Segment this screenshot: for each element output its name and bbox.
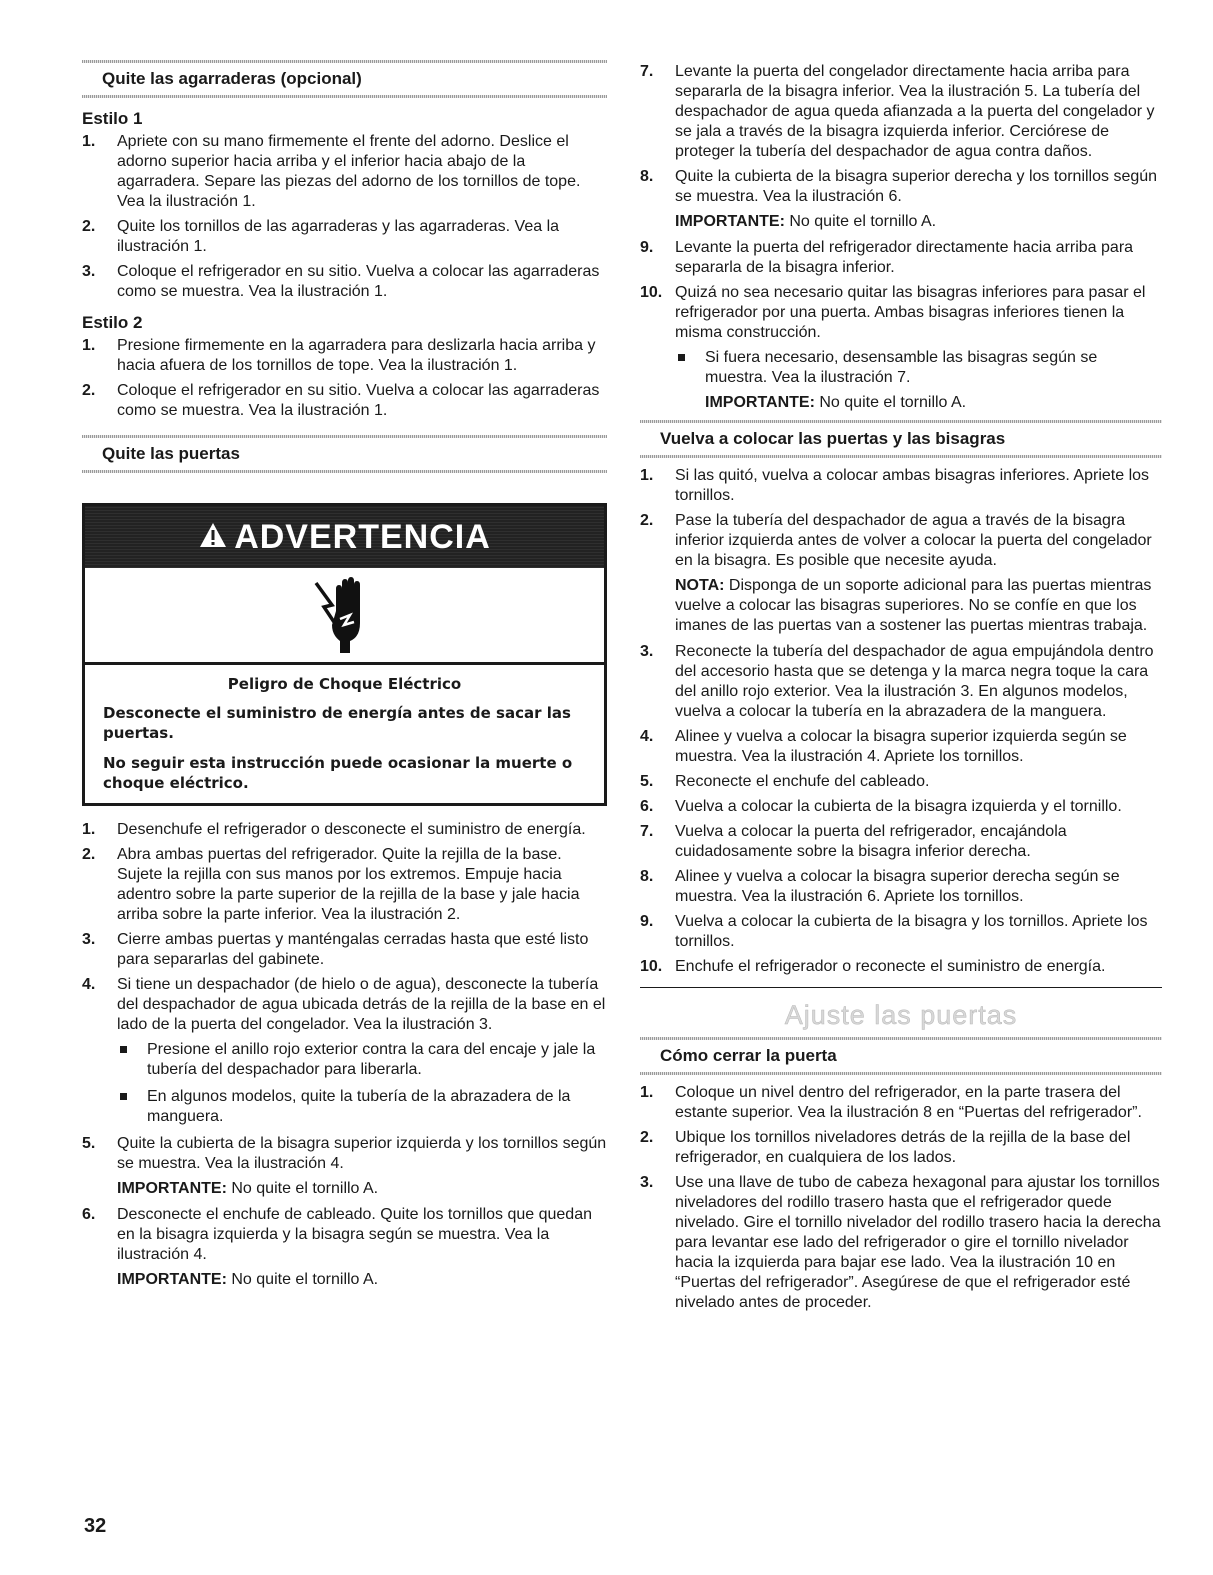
warning-header <box>85 506 604 568</box>
list-item: 9. Levante la puerta del refrigerador directamente hacia arriba para separarla de la bisagra inferior. <box>640 239 1134 276</box>
list-item: 8. Quite la cubierta de la bisagra superior derecha y los tornillos según se muestra. Vea la ilustración 6. IMPORTANTE: No quite el tornillo A. <box>640 167 1162 232</box>
replace-steps <box>640 466 1162 977</box>
warning-line-1: Desconecte el suministro de energía antes de sacar las puertas. <box>103 704 571 742</box>
warning-box <box>82 503 607 806</box>
chapter-title: Ajuste las puertas <box>784 1000 1018 1030</box>
list-item: 6. Desconecte el enchufe de cableado. Quite los tornillos que quedan en la bisagra izquierda y la bisagra según se muestra. Vea la ilustración 4. IMPORTANTE: No quite el tornillo A. <box>82 1205 607 1290</box>
style-2-heading: Estilo 2 <box>82 313 143 332</box>
list-item: 3. Coloque el refrigerador en su sitio. Vuelva a colocar las agarraderas como se muestra. Vea la ilustración 1. <box>82 263 600 300</box>
nota-note: NOTA: Disponga de un soporte adicional para las puertas mientras vuelve a colocar las bisagras superiores. No se confíe en que los imanes de las puertas van a sostener las puertas mientras trabaja. <box>675 577 1152 634</box>
section-header-handles <box>82 60 607 98</box>
divider <box>640 987 1162 988</box>
list-item: 5. Reconecte el enchufe del cableado. <box>640 773 930 790</box>
style-2-steps <box>82 336 607 421</box>
section-header-close-door <box>640 1037 1162 1075</box>
list-item: 8. Alinee y vuelva a colocar la bisagra superior derecha según se muestra. Vea la ilustración 6. Apriete los tornillos. <box>640 868 1120 905</box>
right-column <box>640 62 1162 1318</box>
list-item: 2. Pase la tubería del despachador de agua a través de la bisagra inferior izquierda antes de volver a colocar la puerta del congelador en la bisagra. Es posible que necesite ayuda. NOTA: Disponga de un soporte adicional para las puertas mientras vuelve a colocar las bisagras superiores. No se confíe en que los imanes de las puertas van a sostener las puertas mientras trabaja. <box>640 511 1162 636</box>
style-1-steps <box>82 132 607 302</box>
remove-door-steps-cont <box>640 62 1162 413</box>
section-header-doors <box>82 435 607 473</box>
important-note: IMPORTANTE: No quite el tornillo A. <box>117 1271 379 1288</box>
warning-hazard: Peligro de Choque Eléctrico <box>227 675 462 693</box>
list-item: 4. Si tiene un despachador (de hielo o de agua), desconecte la tubería del despachador de agua ubicada detrás de la rejilla de la base en el lado de la puerta del congelador. Vea la ilustración 3. Presione el anillo rojo exterior contra la cara del encaje y jale la tubería del despachador para liberarla. En algunos modelos, quite la tubería de la abrazadera de la manguera. <box>82 976 606 1125</box>
list-item: 4. Alinee y vuelva a colocar la bisagra superior izquierda según se muestra. Vea la ilustración 4. Apriete los tornillos. <box>640 728 1127 765</box>
section-title: Quite las puertas <box>102 444 240 463</box>
close-door-steps <box>640 1083 1162 1313</box>
bullet-item: Si fuera necesario, desensamble las bisagras según se muestra. Vea la ilustración 7. IMPORTANTE: No quite el tornillo A. <box>675 348 1162 413</box>
warning-line-2: No seguir esta instrucción puede ocasionar la muerte o choque eléctrico. <box>103 754 573 792</box>
list-item: 3. Cierre ambas puertas y manténgalas cerradas hasta que esté listo para separarlas del gabinete. <box>82 931 589 968</box>
bullet-item: En algunos modelos, quite la tubería de la abrazadera de la manguera. <box>117 1087 607 1127</box>
warning-triangle-icon <box>198 521 228 554</box>
list-item: 3. Use una llave de tubo de cabeza hexagonal para ajustar los tornillos niveladores del rodillo trasero hasta que el refrigerador quede nivelado. Gire el tornillo nivelador del rodillo trasero hacia la derecha para levantar ese lado del refrigerador o gire el tornillo nivelador hacia la izquierda para bajar ese lado. Vea la ilustración 10 en “Puertas del refrigerador”. Asegúrese de que el refrigerador esté nivelado antes de proceder. <box>640 1174 1161 1311</box>
electric-shock-hand-icon <box>85 568 604 665</box>
bullet-list <box>117 1040 607 1127</box>
list-item: 1. Desenchufe el refrigerador o desconecte el suministro de energía. <box>82 821 586 838</box>
warning-title: ADVERTENCIA <box>234 517 491 556</box>
section-title: Vuelva a colocar las puertas y las bisagras <box>660 429 1006 448</box>
section-header-replace <box>640 420 1162 458</box>
important-note: IMPORTANTE: No quite el tornillo A. <box>705 394 967 411</box>
bullet-list <box>675 348 1162 413</box>
list-item: 5. Quite la cubierta de la bisagra superior izquierda y los tornillos según se muestra. Vea la ilustración 4. IMPORTANTE: No quite el tornillo A. <box>82 1135 607 1197</box>
list-item: 1. Presione firmemente en la agarradera para deslizarla hacia arriba y hacia afuera de los tornillos de tope. Vea la ilustración 1. <box>82 337 596 374</box>
section-title: Quite las agarraderas (opcional) <box>102 69 362 88</box>
style-1-heading: Estilo 1 <box>82 109 143 128</box>
list-item: 10. Enchufe el refrigerador o reconecte el suministro de energía. <box>640 958 1106 975</box>
list-item: 9. Vuelva a colocar la cubierta de la bisagra y los tornillos. Apriete los tornillos. <box>640 913 1148 950</box>
left-column <box>82 60 607 1296</box>
list-item: 1. Coloque un nivel dentro del refrigerador, en la parte trasera del estante superior. Vea la ilustración 8 en “Puertas del refrigerador”. <box>640 1084 1142 1121</box>
important-note: IMPORTANTE: No quite el tornillo A. <box>117 1180 379 1197</box>
bullet-item: Presione el anillo rojo exterior contra la cara del encaje y jale la tubería del despachador para liberarla. <box>117 1040 607 1080</box>
list-item: 2. Ubique los tornillos niveladores detrás de la rejilla de la base del refrigerador, en cualquiera de los lados. <box>640 1129 1131 1166</box>
list-item: 7. Vuelva a colocar la puerta del refrigerador, encajándola cuidadosamente sobre la bisagra inferior derecha. <box>640 823 1067 860</box>
list-item: 6. Vuelva a colocar la cubierta de la bisagra izquierda y el tornillo. <box>640 798 1122 815</box>
list-item: 2. Coloque el refrigerador en su sitio. Vuelva a colocar las agarraderas como se muestra. Vea la ilustración 1. <box>82 382 600 419</box>
list-item: 1. Si las quitó, vuelva a colocar ambas bisagras inferiores. Apriete los tornillos. <box>640 467 1150 504</box>
page-number: 32 <box>84 1515 107 1537</box>
list-item: 2. Abra ambas puertas del refrigerador. Quite la rejilla de la base. Sujete la rejilla con sus manos por los extremos. Empuje hacia adentro sobre la parte superior de la rejilla de la base y jale hacia arriba sobre la parte inferior. Vea la ilustración 2. <box>82 846 580 923</box>
section-title: Cómo cerrar la puerta <box>660 1046 837 1065</box>
list-item: 10. Quizá no sea necesario quitar las bisagras inferiores para pasar el refrigerador por una puerta. Ambas bisagras inferiores tienen la misma construcción. Si fuera necesario, desensamble las bisagras según se muestra. Vea la ilustración 7. IMPORTANTE: No quite el tornillo A. <box>640 283 1162 413</box>
remove-door-steps <box>82 820 607 1290</box>
list-item: 1. Apriete con su mano firmemente el frente del adorno. Deslice el adorno superior hacia arriba y el inferior hacia abajo de la agarradera. Separe las piezas del adorno de los tornillos de tope. Vea la ilustración 1. <box>82 133 581 210</box>
list-item: 3. Reconecte la tubería del despachador de agua empujándola dentro del accesorio hasta que se detenga y la marca negra toque la cara del anillo rojo exterior. Vea la ilustración 3. En algunos modelos, vuelva a colocar la tubería en la abrazadera de la manguera. <box>640 643 1154 720</box>
warning-body <box>85 665 604 803</box>
list-item: 2. Quite los tornillos de las agarraderas y las agarraderas. Vea la ilustración 1. <box>82 218 560 255</box>
important-note: IMPORTANTE: No quite el tornillo A. <box>675 213 937 230</box>
list-item: 7. Levante la puerta del congelador directamente hacia arriba para separarla de la bisagra inferior. Vea la ilustración 5. La tubería del despachador de agua queda afianzada a la puerta del congelador y se jala a través de la bisagra izquierda inferior. Cerciórese de proteger la tubería del despachador de agua contra daños. <box>640 63 1155 160</box>
